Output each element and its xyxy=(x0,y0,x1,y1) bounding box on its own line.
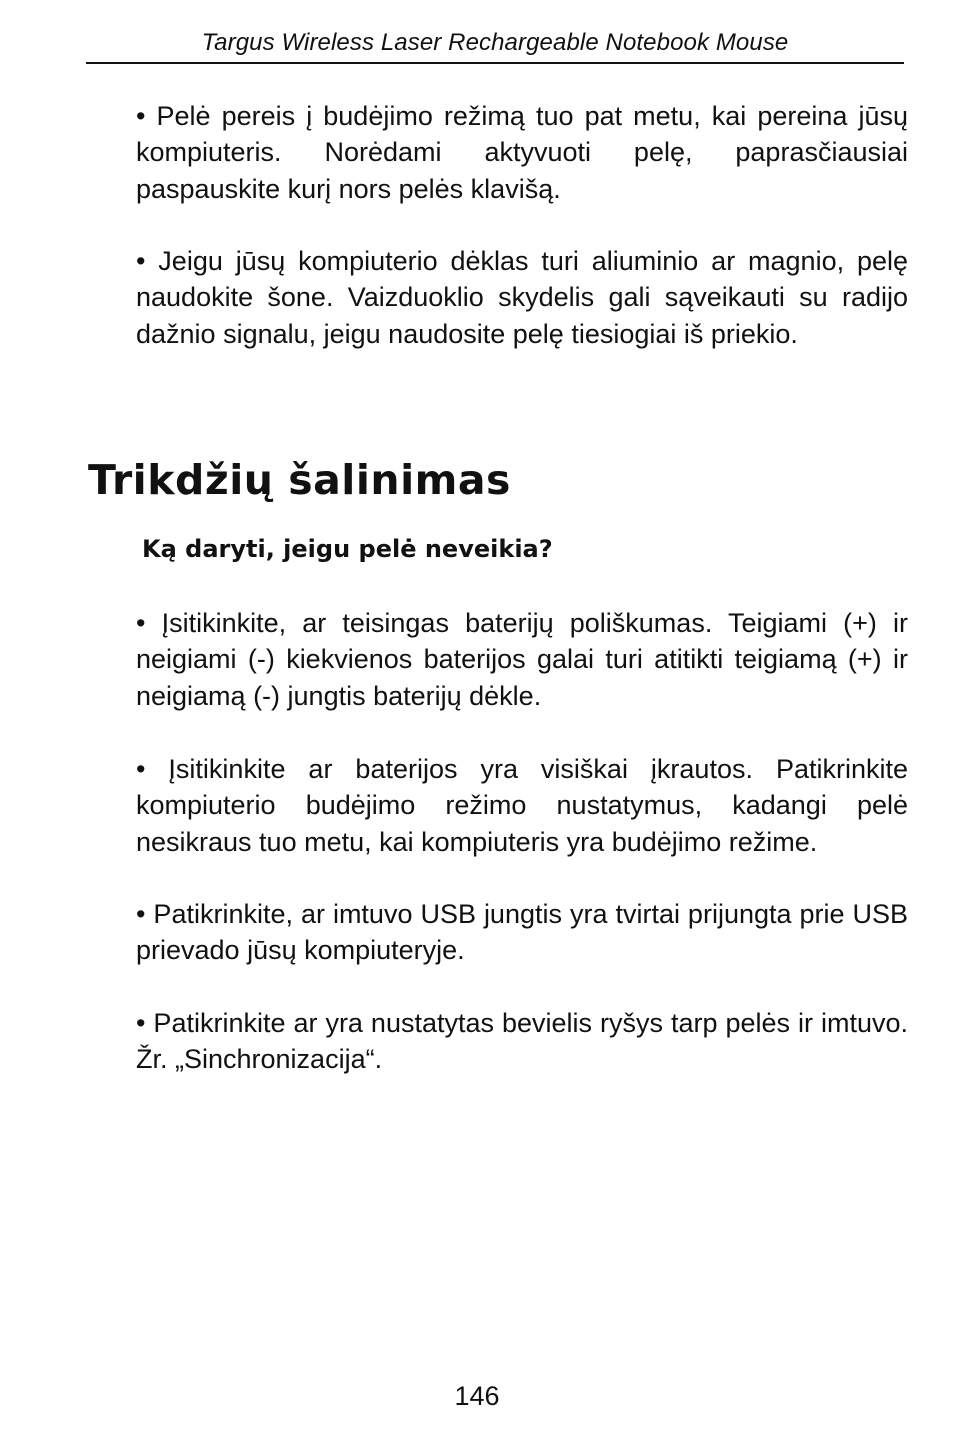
section-heading: Trikdžių šalinimas xyxy=(88,456,511,504)
header-divider xyxy=(86,62,904,64)
paragraph-sleep-mode: • Pelė pereis į budėjimo režimą tuo pat metu, kai pereina jūsų kompiuteris. Norėdami aktyvuoti pelę, paprasčiausiai paspauskite kurį nors pelės klavišą. xyxy=(136,101,908,204)
page-number: 146 xyxy=(454,1381,500,1411)
paragraph-usb-receiver: • Patikrinkite, ar imtuvo USB jungtis yra tvirtai prijungta prie USB prievado jūsų kompiuteryje. xyxy=(136,899,908,966)
section-subheading: Ką daryti, jeigu pelė neveikia? xyxy=(142,535,553,563)
paragraph-battery-charged: • Įsitikinkite ar baterijos yra visiškai įkrautos. Patikrinkite kompiuterio budėjimo režimo nustatymus, kadangi pelė nesikraus tuo metu, kai kompiuteris yra budėjimo režime. xyxy=(136,754,908,857)
paragraph-wireless-sync: • Patikrinkite ar yra nustatytas bevielis ryšys tarp pelės ir imtuvo. Žr. „Sinchronizacija“. xyxy=(136,1008,908,1075)
paragraph-metal-case: • Jeigu jūsų kompiuterio dėklas turi aliuminio ar magnio, pelę naudokite šone. Vaizduoklio skydelis gali sąveikauti su radijo dažnio signalu, jeigu naudosite pelę tiesiogiai iš priekio. xyxy=(136,246,908,349)
running-header-title: Targus Wireless Laser Rechargeable Notebook Mouse xyxy=(201,29,789,56)
paragraph-battery-polarity: • Įsitikinkite, ar teisingas baterijų poliškumas. Teigiami (+) ir neigiami (-) kiekvienos baterijos galai turi atitikti teigiamą (+) ir neigiamą (-) jungtis baterijų dėkle. xyxy=(136,608,908,711)
